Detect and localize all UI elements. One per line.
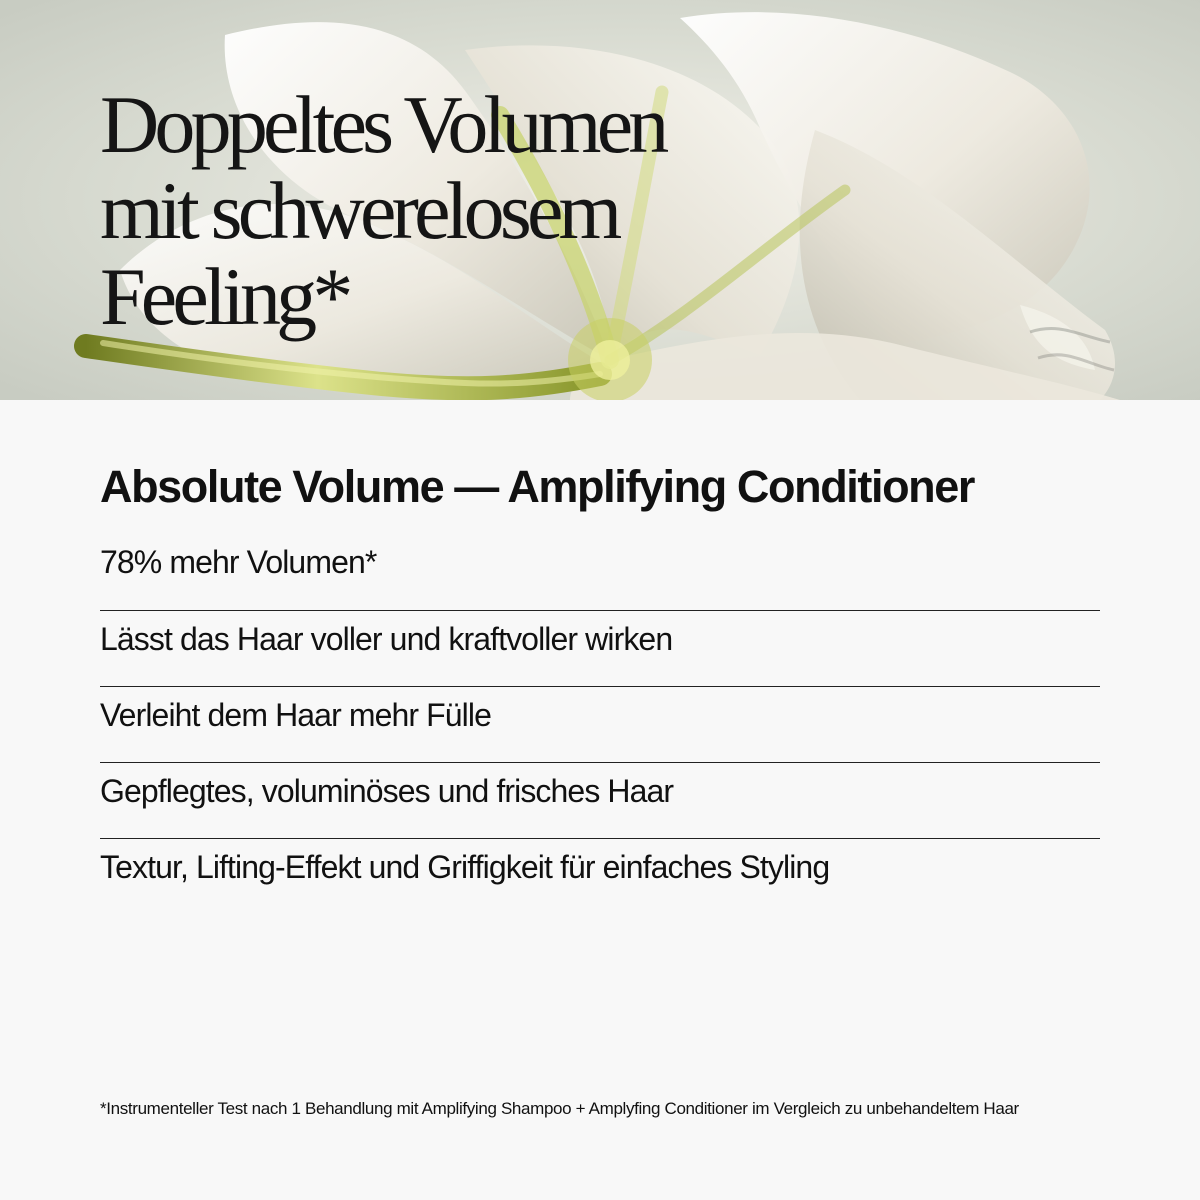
hero-headline: Doppeltes Volumen mit schwerelosem Feeling*	[100, 79, 665, 342]
hero-banner	[0, 0, 1200, 400]
product-title: Absolute Volume — Amplifying Conditioner	[100, 461, 974, 512]
feature-item: 78% mehr Volumen*	[100, 542, 1100, 611]
feature-item: Lässt das Haar voller und kraftvoller wirken	[100, 611, 1100, 687]
feature-list	[100, 542, 1100, 915]
footnote: *Instrumenteller Test nach 1 Behandlung mit Amplifying Shampoo + Amplyfing Conditioner im Vergleich zu unbehandeltem Haar	[100, 1099, 1019, 1118]
feature-item: Gepflegtes, voluminöses und frisches Haar	[100, 763, 1100, 839]
feature-item: Textur, Lifting-Effekt und Griffigkeit für einfaches Styling	[100, 849, 830, 885]
feature-item: Verleiht dem Haar mehr Fülle	[100, 687, 1100, 763]
product-details	[100, 458, 1100, 915]
